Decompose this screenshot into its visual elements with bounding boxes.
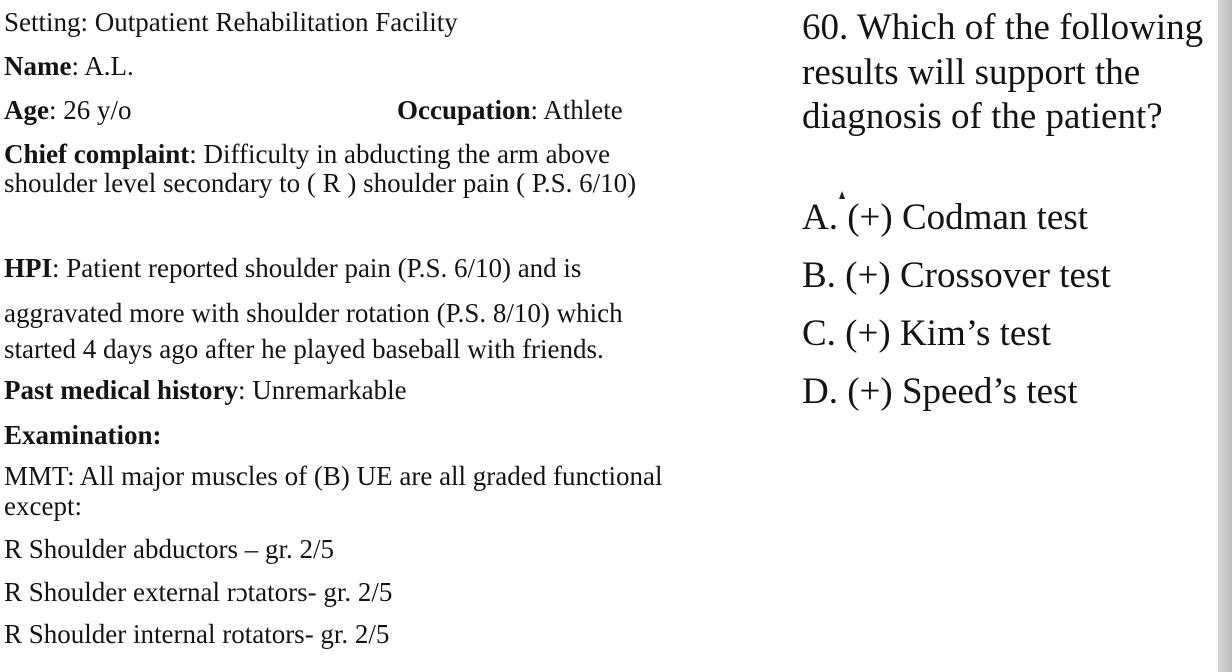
option-d[interactable]: D. (+) Speed’s test [802, 371, 1078, 412]
age-line [4, 95, 132, 125]
hpi-line-3 [4, 336, 604, 362]
occupation-value: : Athlete [530, 95, 623, 125]
chief-complaint-text-1: : Difficulty in abducting the arm above [189, 139, 611, 169]
age-label: Age [4, 95, 49, 125]
pmh-label: Past medical history [4, 375, 238, 405]
setting-line [4, 7, 458, 37]
name-line [4, 51, 134, 81]
mouse-cursor-icon [839, 191, 845, 199]
hpi-line-1 [4, 253, 581, 283]
mmt-text-2: except: [4, 491, 82, 521]
occupation-label: Occupation [397, 95, 531, 125]
hpi-text-1: : Patient reported shoulder pain (P.S. 6/10) and is [52, 253, 582, 283]
chief-complaint-line-1 [4, 141, 610, 167]
mmt-item: R Shoulder external rɔtators- gr. 2/5 [4, 577, 393, 607]
hpi-text-3: started 4 days ago after he played baseball with friends. [4, 334, 604, 364]
age-value: : 26 y/o [48, 95, 132, 125]
window-edge [1218, 0, 1232, 672]
option-c[interactable]: C. (+) Kim’s test [802, 313, 1052, 354]
hpi-label: HPI [4, 253, 53, 283]
chief-complaint-line-2 [4, 170, 636, 196]
option-b[interactable]: B. (+) Crossover test [802, 255, 1111, 296]
mmt-text-1: MMT: All major muscles of (B) UE are all graded functional [4, 461, 663, 491]
mmt-line-1 [4, 463, 662, 489]
mmt-item: R Shoulder internal rotators- gr. 2/5 [4, 619, 390, 649]
setting-value: Outpatient Rehabilitation Facility [94, 7, 458, 37]
occupation-line [397, 95, 623, 125]
hpi-line-2 [4, 300, 623, 326]
mmt-item: R Shoulder abductors – gr. 2/5 [4, 534, 334, 564]
hpi-text-2: aggravated more with shoulder rotation (P.S. 8/10) which [4, 298, 623, 328]
option-a[interactable]: A. (+) Codman test [802, 197, 1088, 238]
name-label: Name [4, 51, 72, 81]
past-medical-history-line [4, 375, 407, 405]
name-value: : A.L. [71, 51, 134, 81]
question-text: 60. Which of the following results will support the diagnosis of the patient? [802, 7, 1204, 137]
pmh-value: : Unremarkable [237, 375, 407, 405]
setting-label: Setting: [4, 7, 89, 37]
mmt-line-2 [4, 493, 82, 519]
examination-heading [4, 420, 162, 450]
chief-complaint-label: Chief complaint [4, 139, 190, 169]
chief-complaint-text-2: shoulder level secondary to ( R ) shoulder pain ( P.S. 6/10) [4, 168, 637, 198]
examination-label: Examination: [4, 420, 162, 450]
